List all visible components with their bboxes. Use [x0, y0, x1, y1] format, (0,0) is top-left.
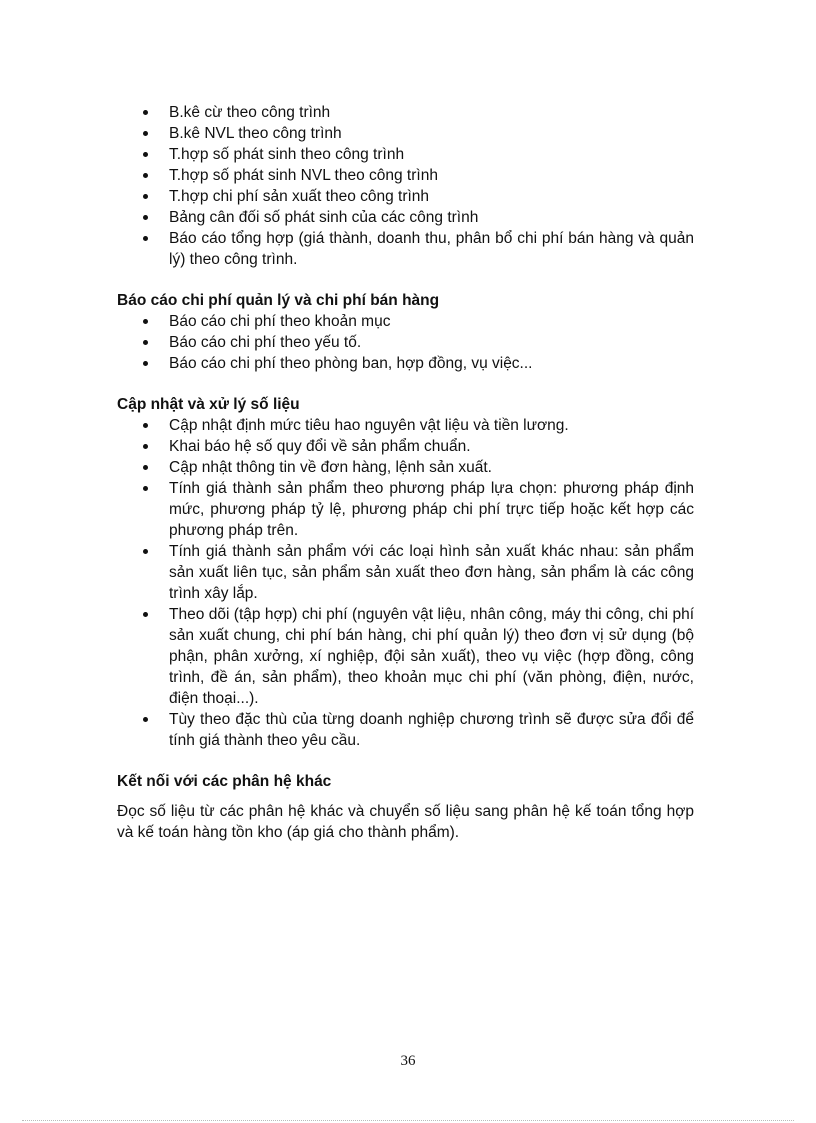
list-item: T.hợp số phát sinh NVL theo công trình [117, 165, 694, 186]
section-heading-data-processing: Cập nhật và xử lý số liệu [117, 396, 300, 413]
bullet-icon [143, 173, 148, 178]
bullet-icon [143, 319, 148, 324]
bullet-icon [143, 215, 148, 220]
bullet-icon [143, 465, 148, 470]
bullet-icon [143, 152, 148, 157]
list-item: Cập nhật thông tin về đơn hàng, lệnh sản xuất. [117, 457, 694, 478]
list-item: Bảng cân đối số phát sinh của các công trình [117, 207, 694, 228]
list-item: Khai báo hệ số quy đổi về sản phẩm chuẩn. [117, 436, 694, 457]
section-heading-module-connection: Kết nối với các phân hệ khác [117, 773, 332, 790]
list-item: Tùy theo đặc thù của từng doanh nghiệp chương trình sẽ được sửa đổi để tính giá thành theo yêu cầu. [117, 709, 694, 751]
list-item: B.kê cừ theo công trình [117, 102, 694, 123]
bullet-icon [143, 131, 148, 136]
list-item: B.kê NVL theo công trình [117, 123, 694, 144]
bullet-icon [143, 194, 148, 199]
module-connection-paragraph: Đọc số liệu từ các phân hệ khác và chuyển số liệu sang phân hệ kế toán tổng hợp và kế toán hàng tồn kho (áp giá cho thành phẩm). [117, 803, 694, 841]
list-item: Báo cáo chi phí theo phòng ban, hợp đồng, vụ việc... [117, 353, 694, 374]
list-item: Cập nhật định mức tiêu hao nguyên vật liệu và tiền lương. [117, 415, 694, 436]
bullet-icon [143, 110, 148, 115]
list-item: Báo cáo chi phí theo khoản mục [117, 311, 694, 332]
bullet-icon [143, 423, 148, 428]
list-item: Báo cáo chi phí theo yếu tố. [117, 332, 694, 353]
bullet-icon [143, 361, 148, 366]
bullet-icon [143, 612, 148, 617]
section-heading-cost-reports: Báo cáo chi phí quản lý và chi phí bán hàng [117, 292, 440, 309]
list-item: Theo dõi (tập hợp) chi phí (nguyên vật liệu, nhân công, máy thi công, chi phí sản xuất chung, chi phí bán hàng, chi phí quản lý) theo đơn vị sử dụng (bộ phận, phân xưởng, xí nghiệp, đội sản xuất), theo vụ việc (hợp đồng, công trình, đề án, sản phẩm), theo khoản mục chi phí (văn phòng, điện, nước, điện thoại...). [117, 604, 694, 709]
list-item: Tính giá thành sản phẩm theo phương pháp lựa chọn: phương pháp định mức, phương pháp tỷ lệ, phương pháp chi phí trực tiếp hoặc kết hợp các phương pháp trên. [117, 478, 694, 541]
report-list-by-project [117, 102, 694, 270]
list-item: T.hợp chi phí sản xuất theo công trình [117, 186, 694, 207]
cost-report-list [117, 311, 694, 374]
data-processing-list [117, 415, 694, 751]
bullet-icon [143, 340, 148, 345]
page-bottom-divider [22, 1120, 794, 1121]
bullet-icon [143, 549, 148, 554]
list-item: T.hợp số phát sinh theo công trình [117, 144, 694, 165]
bullet-icon [143, 444, 148, 449]
bullet-icon [143, 236, 148, 241]
document-page [117, 102, 694, 843]
page-number: 36 [400, 1053, 416, 1069]
bullet-icon [143, 486, 148, 491]
list-item: Tính giá thành sản phẩm với các loại hình sản xuất khác nhau: sản phẩm sản xuất liên tục, sản phẩm sản xuất theo đơn hàng, sản phẩm là các công trình xây lắp. [117, 541, 694, 604]
bullet-icon [143, 717, 148, 722]
list-item: Báo cáo tổng hợp (giá thành, doanh thu, phân bổ chi phí bán hàng và quản lý) theo công trình. [117, 228, 694, 270]
